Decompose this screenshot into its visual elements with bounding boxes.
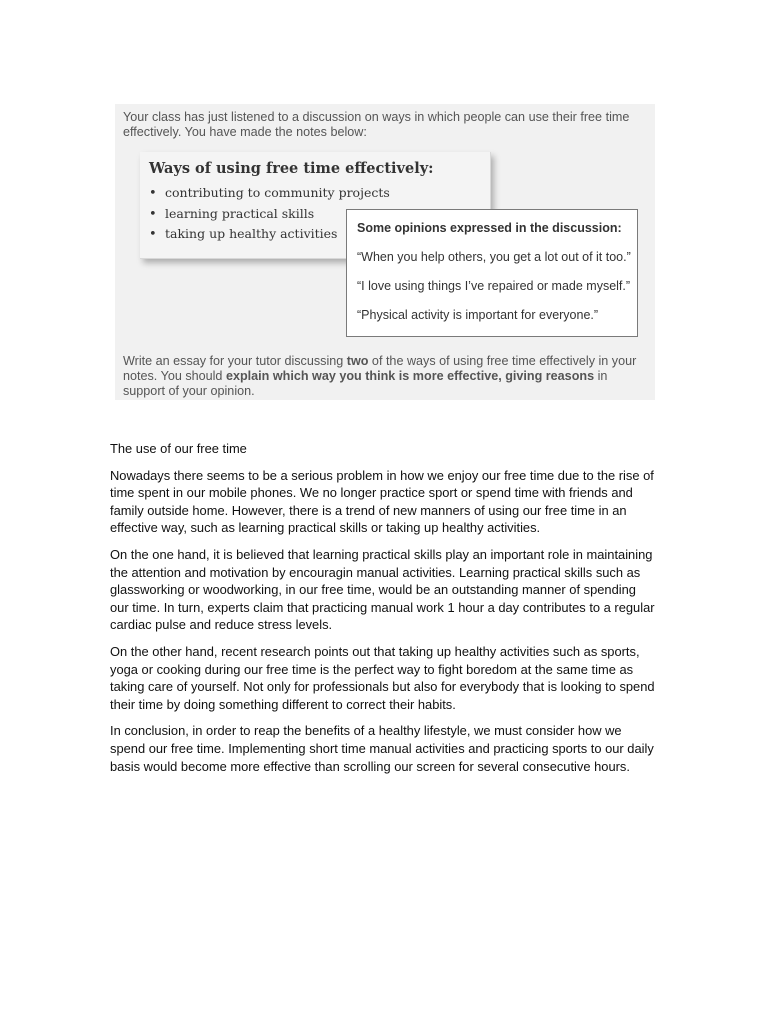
note-item: • learning practical skills [149,204,390,225]
opinion-item: “Physical activity is important for everyone.” [357,308,599,322]
essay-paragraph: In conclusion, in order to reap the benefits of a healthy lifestyle, we must consider how we spend our free time. Implementing short time manual activities and practicing sports to our daily basis would become more effective than scrolling our screen for several consecutive hours. [110,723,654,774]
essay-paragraph: Nowadays there seems to be a serious problem in how we enjoy our free time due to the rise of time spent in our mobile phones. We no longer practice sport or spend time with friends and family outside home. However, there is a trend of new manners of using our free time in an effective way, such as learning practical skills or taking up healthy activities. [110,467,654,536]
notes-title: Ways of using free time effectively: [149,160,434,177]
task-intro: Your class has just listened to a discussion on ways in which people can use their free time effectively. You have made the notes below: [123,110,630,139]
opinions-title: Some opinions expressed in the discussion: [357,221,622,235]
note-item: • taking up healthy activities [149,224,390,245]
task-instruction [123,354,648,399]
essay-paragraph: On the one hand, it is believed that learning practical skills play an important role in maintaining the attention and motivation by encouragin manual activities. Learning practical skills such as glassworking or woodworking, in our free time, would be an outstanding manner of spending our time. In turn, experts claim that practicing manual work 1 hour a day contributes to a regular cardiac pulse and reduce stress levels. [110,546,655,633]
instruction-bold-text: explain which way you think is more effective, giving reasons [225,369,595,383]
essay-paragraph: On the other hand, recent research points out that taking up healthy activities such as sports, yoga or cooking during our free time is the perfect way to fight boredom at the same time as taking care of yourself. Not only for professionals but also for everybody that is looking to spend their time by doing something different to correct their habits. [110,643,655,712]
opinion-item: “I love using things I’ve repaired or made myself.” [357,279,631,293]
instruction-bold-text: two [346,354,369,368]
instruction-text: in support of your opinion. [123,369,608,398]
task-prompt-image [115,104,655,400]
note-item: • contributing to community projects [149,183,390,204]
essay [110,440,655,784]
opinions-list [357,248,631,335]
instruction-text: Write an essay for your tutor discussing [123,354,347,368]
opinion-item: “When you help others, you get a lot out of it too.” [357,250,631,264]
instruction-text: of the ways of using free time effectively in your notes. You should [123,354,637,383]
essay-title: The use of our free time [110,441,247,456]
opinions-box [346,209,638,337]
